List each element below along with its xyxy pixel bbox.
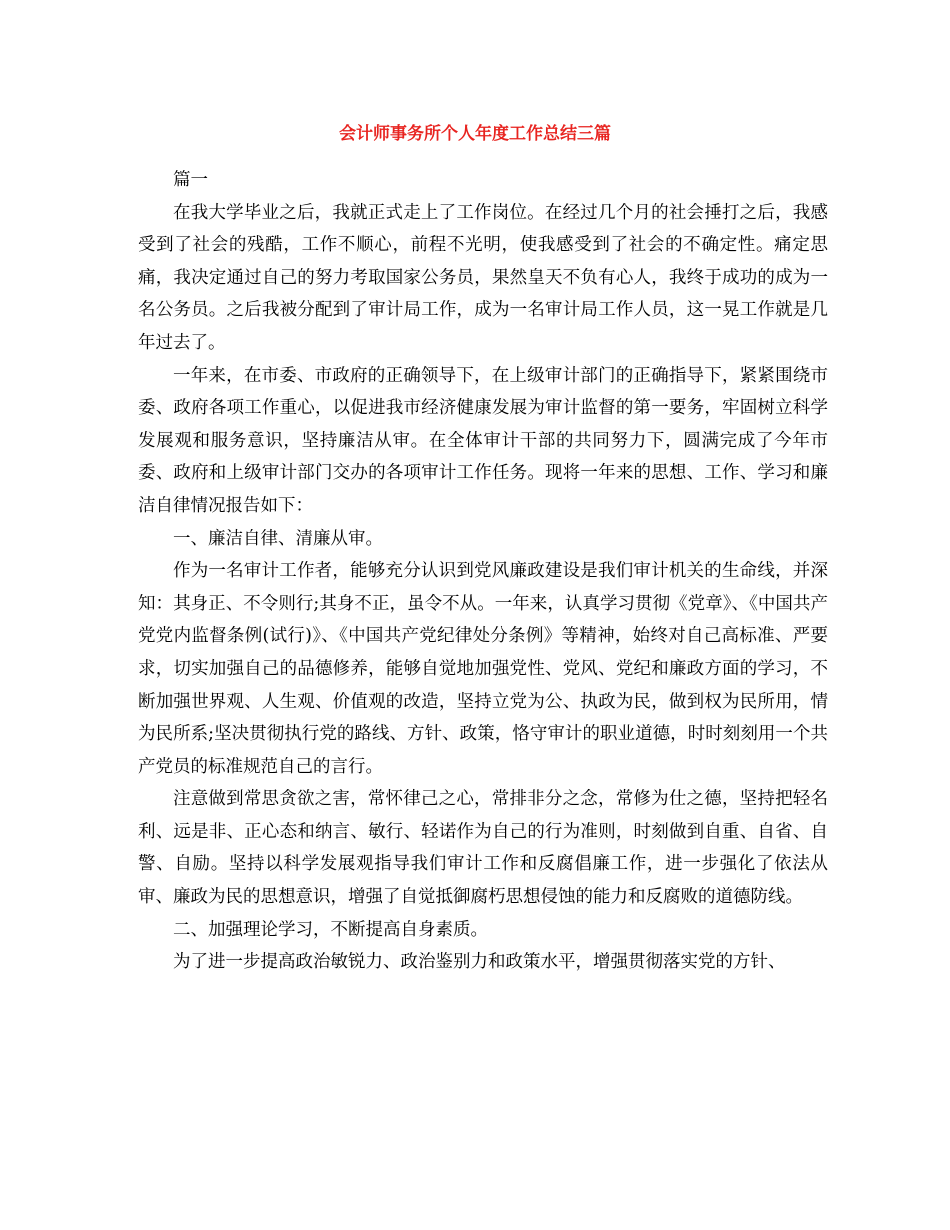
paragraph: 在我大学毕业之后，我就正式走上了工作岗位。在经过几个月的社会捶打之后，我感受到了社会的残酷，工作不顺心，前程不光明，使我感受到了社会的不确定性。痛定思痛，我决定通过自己的努力考取国家公务员，果然皇天不负有心人，我终于成功的成为一名公务员。之后我被分配到了审计局工作，成为一名审计局工作人员，这一晃工作就是几年过去了。	[138, 202, 828, 353]
paragraph: 为了进一步提高政治敏锐力、政治鉴别力和政策水平，增强贯彻落实党的方针、	[173, 952, 786, 973]
paragraph-subheading: 一、廉洁自律、清廉从审。	[173, 528, 383, 549]
document-title: 会计师事务所个人年度工作总结三篇	[339, 124, 611, 144]
paragraph: 作为一名审计工作者，能够充分认识到党风廉政建设是我们审计机关的生命线，并深知：其身正、不令则行;其身不正，虽令不从。一年来，认真学习贯彻《党章》、《中国共产党党内监督条例(试行)》、《中国共产党纪律处分条例》等精神，始终对自己高标准、严要求，切实加强自己的品德修养，能够自觉地加强党性、党风、党纪和廉政方面的学习，不断加强世界观、人生观、价值观的改造，坚持立党为公、执政为民，做到权为民所用，情为民所系;坚决贯彻执行党的路线、方针、政策，恪守审计的职业道德，时时刻刻用一个共产党员的标准规范自己的言行。	[138, 561, 828, 777]
paragraph: 注意做到常思贪欲之害，常怀律己之心，常排非分之念，常修为仕之德，坚持把轻名利、远是非、正心态和纳言、敏行、轻诺作为自己的行为准则，时刻做到自重、自省、自警、自励。坚持以科学发展观指导我们审计工作和反腐倡廉工作，进一步强化了依法从审、廉政为民的思想意识，增强了自觉抵御腐朽思想侵蚀的能力和反腐败的道德防线。	[138, 789, 828, 908]
paragraph: 一年来，在市委、市政府的正确领导下，在上级审计部门的正确指导下，紧紧围绕市委、政府各项工作重心，以促进我市经济健康发展为审计监督的第一要务，牢固树立科学发展观和服务意识，坚持廉洁从审。在全体审计干部的共同努力下，圆满完成了今年市委、政府和上级审计部门交办的各项审计工作任务。现将一年来的思想、工作、学习和廉洁自律情况报告如下：	[138, 365, 828, 516]
paragraph-subheading: 二、加强理论学习，不断提高自身素质。	[173, 919, 488, 940]
paragraph-section-heading: 篇一	[173, 170, 208, 190]
document-body	[138, 164, 828, 979]
